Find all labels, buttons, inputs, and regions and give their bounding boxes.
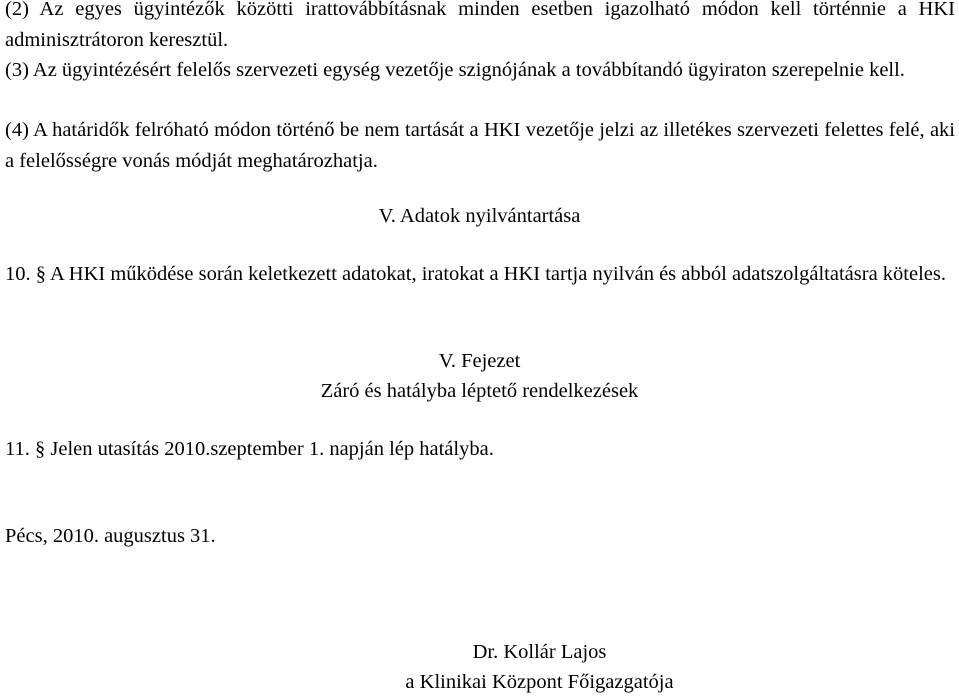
chapter-subtitle: Záró és hatályba léptető rendelkezések	[320, 380, 639, 402]
signature-name: Dr. Kollár Lajos	[472, 641, 607, 663]
paragraph-10: 10. § A HKI működése során keletkezett adatokat, iratokat a HKI tartja nyilván és abból adatszolgáltatásra köteles.	[5, 263, 946, 285]
paragraph-4: (4) A határidők felróható módon történő be nem tartását a HKI vezetője jelzi az illetékes szervezeti felettes felé, aki a felelősségre vonás módját meghatározhatja.	[5, 119, 955, 172]
section-heading: V. Adatok nyilvántartása	[378, 205, 581, 227]
paragraph-2: (2) Az egyes ügyintézők közötti irattovábbításnak minden esetben igazolható módon kell történnie a HKI adminisztrátoron keresztül.	[5, 0, 955, 51]
paragraph-3: (3) Az ügyintézésért felelős szervezeti egység vezetője szignójának a továbbítandó ügyiraton szerepelnie kell.	[5, 59, 905, 81]
chapter-title: V. Fejezet	[438, 350, 521, 372]
place-date: Pécs, 2010. augusztus 31.	[5, 525, 216, 547]
signature-title: a Klinikai Központ Főigazgatója	[405, 671, 674, 693]
paragraph-11: 11. § Jelen utasítás 2010.szeptember 1. napján lép hatályba.	[5, 438, 494, 460]
